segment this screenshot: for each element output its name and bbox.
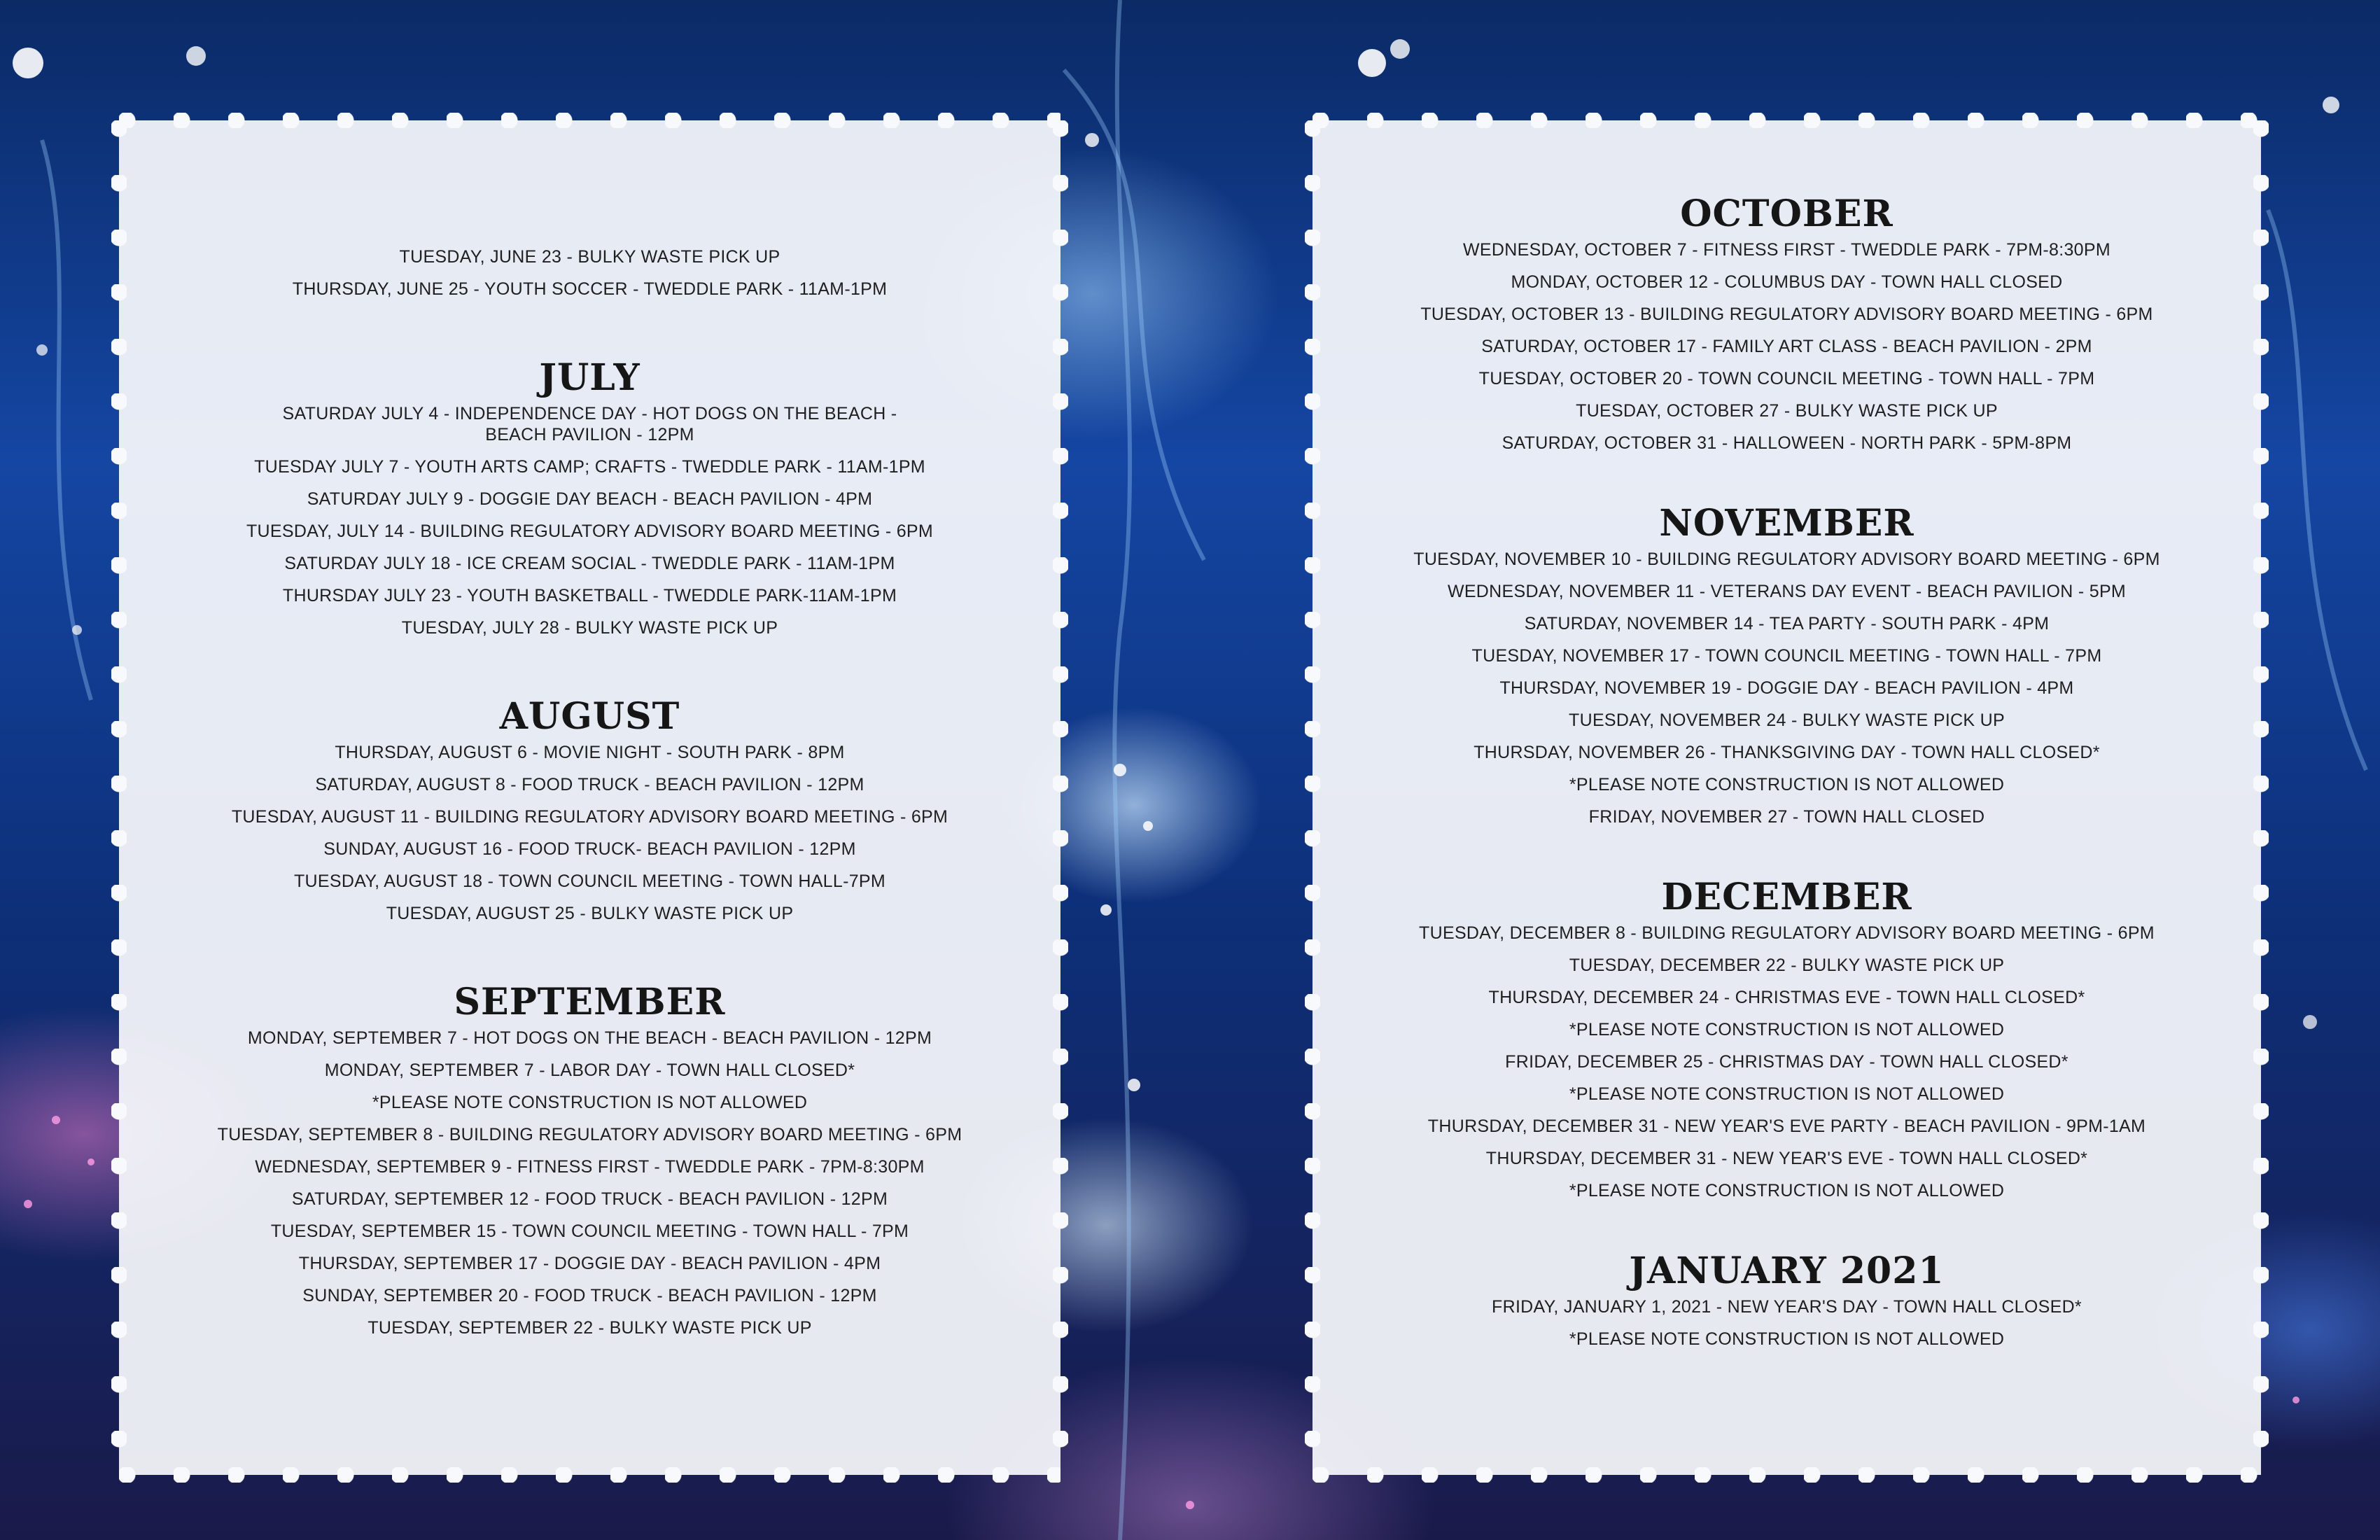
- event-november-19: THURSDAY, NOVEMBER 19 - DOGGIE DAY - BEACH PAVILION - 4PM: [1499, 678, 2074, 698]
- note-construction: *PLEASE NOTE CONSTRUCTION IS NOT ALLOWED: [372, 1093, 808, 1112]
- event-october-31: SATURDAY, OCTOBER 31 - HALLOWEEN - NORTH PARK - 5PM-8PM: [1502, 433, 2072, 453]
- note-construction: *PLEASE NOTE CONSTRUCTION IS NOT ALLOWED: [1569, 775, 2005, 794]
- event-july-23: THURSDAY JULY 23 - YOUTH BASKETBALL - TWEDDLE PARK-11AM-1PM: [282, 586, 897, 606]
- month-heading-august: AUGUST: [499, 695, 680, 738]
- event-august-25: TUESDAY, AUGUST 25 - BULKY WASTE PICK UP: [386, 904, 794, 923]
- event-october-7: WEDNESDAY, OCTOBER 7 - FITNESS FIRST - TWEDDLE PARK - 7PM-8:30PM: [1463, 240, 2110, 260]
- event-october-20: TUESDAY, OCTOBER 20 - TOWN COUNCIL MEETING - TOWN HALL - 7PM: [1478, 369, 2095, 388]
- event-december-31-party: THURSDAY, DECEMBER 31 - NEW YEAR'S EVE PARTY - BEACH PAVILION - 9PM-1AM: [1427, 1116, 2146, 1136]
- month-heading-january-2021: JANUARY 2021: [1629, 1250, 1945, 1292]
- note-construction: *PLEASE NOTE CONSTRUCTION IS NOT ALLOWED: [1569, 1084, 2005, 1104]
- event-september-9: WEDNESDAY, SEPTEMBER 9 - FITNESS FIRST - TWEDDLE PARK - 7PM-8:30PM: [255, 1157, 925, 1177]
- event-august-8: SATURDAY, AUGUST 8 - FOOD TRUCK - BEACH PAVILION - 12PM: [315, 775, 864, 794]
- event-june-25: THURSDAY, JUNE 25 - YOUTH SOCCER - TWEDDLE PARK - 11AM-1PM: [292, 279, 888, 299]
- event-november-26: THURSDAY, NOVEMBER 26 - THANKSGIVING DAY - TOWN HALL CLOSED*: [1474, 743, 2100, 762]
- event-november-14: SATURDAY, NOVEMBER 14 - TEA PARTY - SOUTH PARK - 4PM: [1524, 614, 2050, 634]
- event-july-7: TUESDAY JULY 7 - YOUTH ARTS CAMP; CRAFTS - TWEDDLE PARK - 11AM-1PM: [254, 457, 925, 477]
- event-july-18: SATURDAY JULY 18 - ICE CREAM SOCIAL - TWEDDLE PARK - 11AM-1PM: [284, 554, 895, 573]
- calendar-panel-left: [119, 120, 1060, 1475]
- event-october-12: MONDAY, OCTOBER 12 - COLUMBUS DAY - TOWN HALL CLOSED: [1511, 272, 2063, 292]
- calendar-panel-right: [1312, 120, 2261, 1475]
- event-august-18: TUESDAY, AUGUST 18 - TOWN COUNCIL MEETING - TOWN HALL-7PM: [293, 872, 886, 891]
- event-november-10: TUESDAY, NOVEMBER 10 - BUILDING REGULATORY ADVISORY BOARD MEETING - 6PM: [1413, 550, 2160, 569]
- event-september-15: TUESDAY, SEPTEMBER 15 - TOWN COUNCIL MEETING - TOWN HALL - 7PM: [270, 1222, 909, 1241]
- event-november-11: WEDNESDAY, NOVEMBER 11 - VETERANS DAY EVENT - BEACH PAVILION - 5PM: [1447, 582, 2127, 601]
- event-september-7-labor-day: MONDAY, SEPTEMBER 7 - LABOR DAY - TOWN HALL CLOSED*: [324, 1060, 855, 1080]
- month-heading-november: NOVEMBER: [1659, 502, 1914, 545]
- event-august-6: THURSDAY, AUGUST 6 - MOVIE NIGHT - SOUTH PARK - 8PM: [335, 743, 845, 762]
- event-september-17: THURSDAY, SEPTEMBER 17 - DOGGIE DAY - BEACH PAVILION - 4PM: [298, 1254, 881, 1273]
- month-heading-july: JULY: [539, 356, 640, 399]
- event-july-9: SATURDAY JULY 9 - DOGGIE DAY BEACH - BEACH PAVILION - 4PM: [307, 489, 873, 509]
- event-august-16: SUNDAY, AUGUST 16 - FOOD TRUCK- BEACH PAVILION - 12PM: [323, 839, 856, 859]
- event-december-24: THURSDAY, DECEMBER 24 - CHRISTMAS EVE - TOWN HALL CLOSED*: [1488, 988, 2085, 1007]
- event-july-4: SATURDAY JULY 4 - INDEPENDENCE DAY - HOT DOGS ON THE BEACH -: [282, 404, 897, 424]
- event-august-11: TUESDAY, AUGUST 11 - BUILDING REGULATORY ADVISORY BOARD MEETING - 6PM: [231, 807, 948, 827]
- event-october-13: TUESDAY, OCTOBER 13 - BUILDING REGULATORY ADVISORY BOARD MEETING - 6PM: [1420, 304, 2153, 324]
- event-september-22: TUESDAY, SEPTEMBER 22 - BULKY WASTE PICK UP: [368, 1318, 812, 1338]
- event-july-14: TUESDAY, JULY 14 - BUILDING REGULATORY ADVISORY BOARD MEETING - 6PM: [246, 522, 934, 541]
- event-september-8: TUESDAY, SEPTEMBER 8 - BUILDING REGULATORY ADVISORY BOARD MEETING - 6PM: [217, 1125, 962, 1144]
- month-heading-october: OCTOBER: [1680, 192, 1893, 235]
- event-november-17: TUESDAY, NOVEMBER 17 - TOWN COUNCIL MEETING - TOWN HALL - 7PM: [1471, 646, 2102, 666]
- month-heading-december: DECEMBER: [1661, 876, 1912, 918]
- note-construction: *PLEASE NOTE CONSTRUCTION IS NOT ALLOWED: [1569, 1181, 2005, 1200]
- event-december-31-closed: THURSDAY, DECEMBER 31 - NEW YEAR'S EVE - TOWN HALL CLOSED*: [1485, 1149, 2088, 1168]
- month-heading-september: SEPTEMBER: [454, 981, 726, 1023]
- event-january-1: FRIDAY, JANUARY 1, 2021 - NEW YEAR'S DAY - TOWN HALL CLOSED*: [1492, 1297, 2082, 1317]
- event-december-25: FRIDAY, DECEMBER 25 - CHRISTMAS DAY - TOWN HALL CLOSED*: [1505, 1052, 2068, 1072]
- event-september-7-hotdogs: MONDAY, SEPTEMBER 7 - HOT DOGS ON THE BEACH - BEACH PAVILION - 12PM: [247, 1028, 932, 1048]
- note-construction: *PLEASE NOTE CONSTRUCTION IS NOT ALLOWED: [1569, 1020, 2005, 1040]
- event-november-24: TUESDAY, NOVEMBER 24 - BULKY WASTE PICK UP: [1569, 710, 2005, 730]
- event-october-17: SATURDAY, OCTOBER 17 - FAMILY ART CLASS - BEACH PAVILION - 2PM: [1481, 337, 2092, 356]
- event-july-28: TUESDAY, JULY 28 - BULKY WASTE PICK UP: [401, 618, 778, 638]
- event-september-12: SATURDAY, SEPTEMBER 12 - FOOD TRUCK - BEACH PAVILION - 12PM: [291, 1189, 888, 1209]
- note-construction: *PLEASE NOTE CONSTRUCTION IS NOT ALLOWED: [1569, 1329, 2005, 1349]
- event-december-22: TUESDAY, DECEMBER 22 - BULKY WASTE PICK UP: [1569, 955, 2005, 975]
- event-june-23: TUESDAY, JUNE 23 - BULKY WASTE PICK UP: [399, 247, 780, 267]
- event-october-27: TUESDAY, OCTOBER 27 - BULKY WASTE PICK UP: [1576, 401, 1998, 421]
- event-december-8: TUESDAY, DECEMBER 8 - BUILDING REGULATORY ADVISORY BOARD MEETING - 6PM: [1419, 923, 2155, 943]
- event-september-20: SUNDAY, SEPTEMBER 20 - FOOD TRUCK - BEACH PAVILION - 12PM: [302, 1286, 877, 1306]
- event-november-27: FRIDAY, NOVEMBER 27 - TOWN HALL CLOSED: [1588, 807, 1985, 827]
- event-july-4-cont: BEACH PAVILION - 12PM: [485, 425, 694, 444]
